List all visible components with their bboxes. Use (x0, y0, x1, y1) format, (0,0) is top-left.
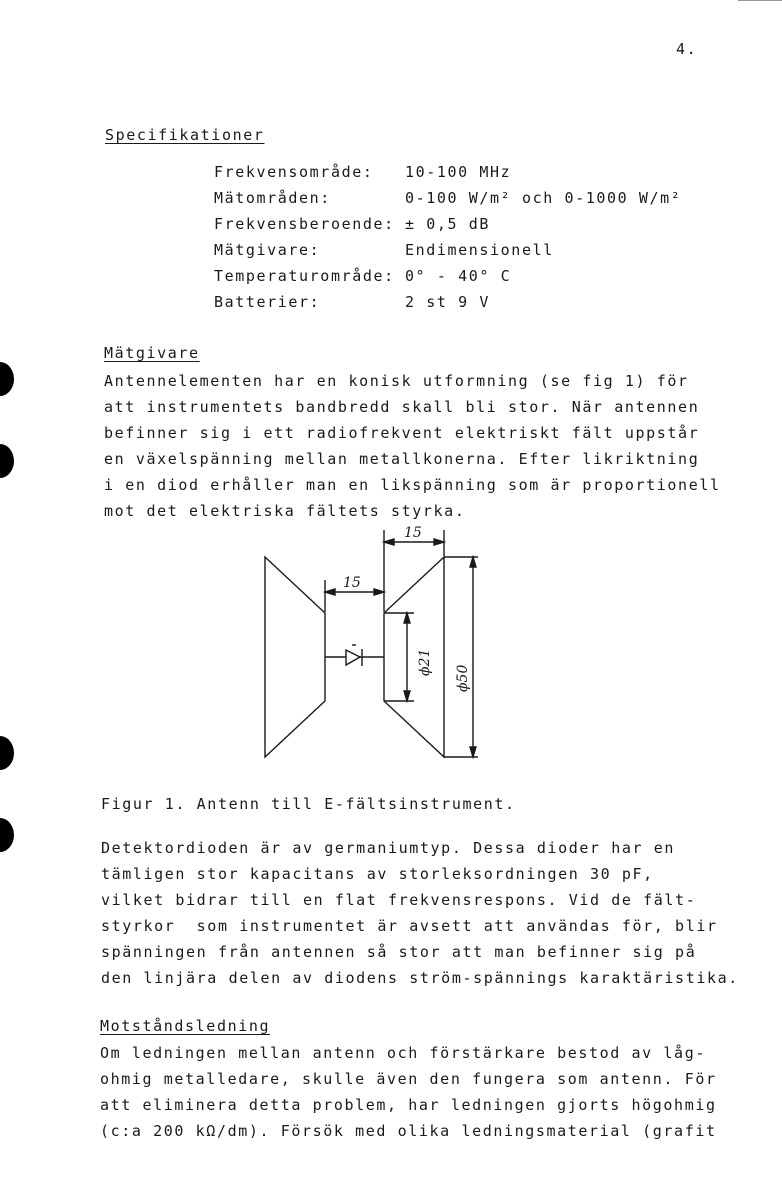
paragraph-line: att eliminera detta problem, har ledningen gjorts högohmig (100, 1096, 717, 1114)
paragraph-line: (c:a 200 kΩ/dm). Försök med olika ledningsmaterial (grafit (100, 1122, 717, 1140)
diode-icon (346, 645, 362, 666)
spec-value: ± 0,5 dB (405, 215, 491, 233)
section-heading-motstandsledning: Motståndsledning (100, 1017, 271, 1035)
section-heading-matgivare: Mätgivare (104, 344, 200, 362)
paragraph-line: den linjära delen av diodens ström-spännings karaktäristika. (101, 969, 739, 987)
paragraph-line: tämligen stor kapacitans av storleksordningen 30 pF, (101, 865, 654, 883)
paragraph-line: en växelspänning mellan metallkonerna. Efter likriktning (104, 450, 700, 468)
spec-label: Frekvensområde: (214, 163, 374, 181)
spec-label: Mätområden: (214, 189, 331, 207)
paragraph-line: Antennelementen har en konisk utformning (se fig 1) för (104, 372, 689, 390)
dimension-label-outer: ϕ50 (455, 664, 471, 692)
dimension-outer-diameter (444, 557, 478, 757)
paragraph-line: mot det elektriska fältets styrka. (104, 502, 466, 520)
dimension-label-inner: ϕ21 (417, 648, 433, 676)
dimension-label-gap: 15 (343, 575, 361, 591)
spec-value: 10-100 MHz (405, 163, 512, 181)
paragraph-line: ohmig metalledare, skulle även den fungera som antenn. För (100, 1070, 717, 1088)
paragraph-line: i en diod erhåller man en likspänning som är proportionell (104, 476, 721, 494)
spec-label: Temperaturområde: (214, 267, 395, 285)
paragraph-line: att instrumentets bandbredd skall bli stor. När antennen (104, 398, 700, 416)
spec-label: Batterier: (214, 293, 321, 311)
spec-value: 0° - 40° C (405, 267, 512, 285)
dimension-label-top: 15 (404, 525, 422, 541)
paragraph-line: spänningen från antennen så stor att man befinner sig på (101, 943, 697, 961)
paragraph-line: befinner sig i ett radiofrekvent elektriskt fält uppstår (104, 424, 700, 442)
spec-value: 2 st 9 V (405, 293, 491, 311)
figure-caption: Figur 1. Antenn till E-fältsinstrument. (101, 795, 516, 813)
right-cone (384, 557, 444, 757)
dimension-top (384, 530, 444, 612)
paragraph-line: Om ledningen mellan antenn och förstärkare bestod av låg- (100, 1044, 706, 1062)
left-cone (265, 557, 325, 757)
spec-label: Frekvensberoende: (214, 215, 395, 233)
spec-value: 0-100 W/m² och 0-1000 W/m² (405, 189, 682, 207)
spec-label: Mätgivare: (214, 241, 321, 259)
spec-value: Endimensionell (405, 241, 554, 259)
paragraph-line: vilket bidrar till en flat frekvensrespons. Vid de fält- (101, 891, 697, 909)
paragraph-line: styrkor som instrumentet är avsett att användas för, blir (101, 917, 718, 935)
dimension-inner-diameter (384, 613, 414, 701)
section-heading-specifikationer: Specifikationer (105, 126, 265, 144)
page-number: 4. (676, 40, 698, 58)
paragraph-line: Detektordioden är av germaniumtyp. Dessa dioder har en (101, 839, 676, 857)
